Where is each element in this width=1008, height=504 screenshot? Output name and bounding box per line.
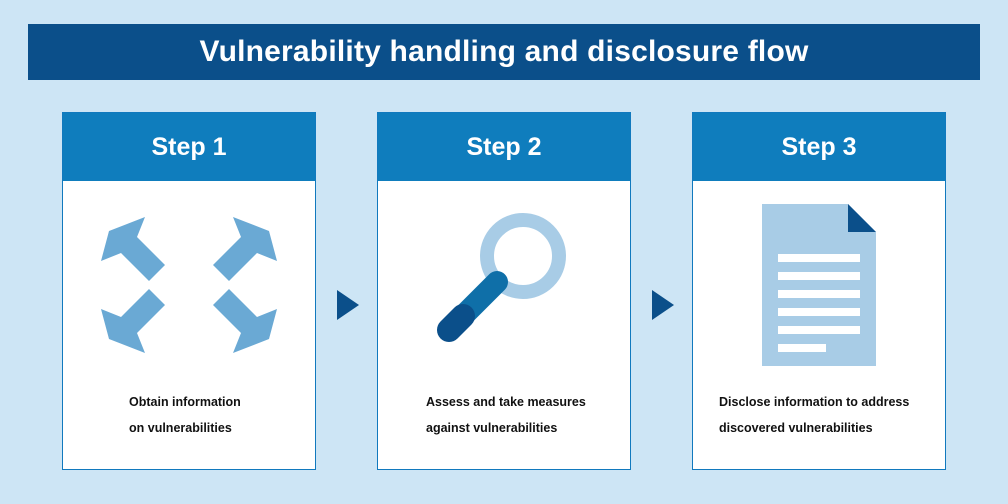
- step-2-illustration: [378, 181, 630, 389]
- step-2-label: Step 2: [466, 132, 542, 161]
- step-2-caption-line-1: Assess and take measures: [426, 395, 586, 409]
- step-1-caption: [63, 389, 315, 441]
- step-3-illustration: [693, 181, 945, 389]
- arrow-right-icon-2: [652, 290, 674, 320]
- step-2-caption: [378, 389, 630, 441]
- step-3-label: Step 3: [781, 132, 857, 161]
- step-1-label: Step 1: [151, 132, 227, 161]
- step-card-2: [377, 112, 631, 470]
- step-3-caption: [693, 389, 945, 441]
- step-1-illustration: [63, 181, 315, 389]
- step-1-caption-line-1: Obtain information: [129, 395, 241, 409]
- page-title: Vulnerability handling and disclosure flow: [199, 35, 809, 68]
- step-1-caption-line-2: on vulnerabilities: [129, 421, 232, 435]
- step-card-1: [62, 112, 316, 470]
- converging-arrows-icon: [99, 195, 279, 375]
- step-2-caption-line-2: against vulnerabilities: [426, 421, 558, 435]
- diagram-title-bar: [28, 24, 980, 80]
- magnifying-glass-icon: [419, 200, 589, 370]
- step-3-caption-line-1: Disclose information to address: [719, 395, 910, 409]
- step-3-caption-line-2: discovered vulnerabilities: [719, 421, 873, 435]
- document-icon: [744, 198, 894, 373]
- step-2-header: [378, 113, 630, 181]
- step-card-3: [692, 112, 946, 470]
- step-3-header: [693, 113, 945, 181]
- arrow-right-icon-1: [337, 290, 359, 320]
- step-1-header: [63, 113, 315, 181]
